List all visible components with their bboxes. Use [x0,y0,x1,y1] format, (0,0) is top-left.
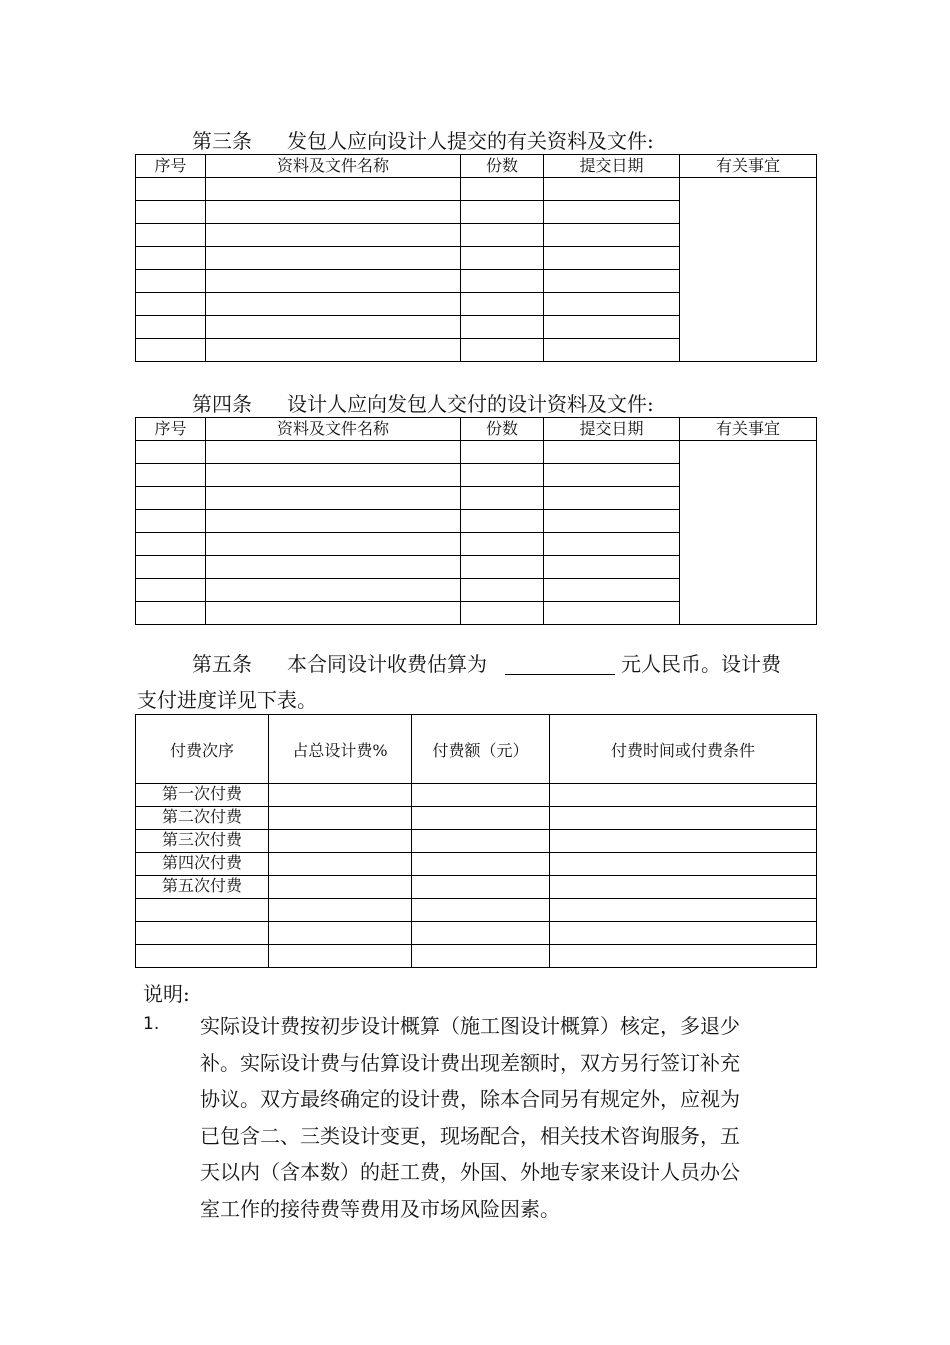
note-item-text [200,1008,775,1227]
remarks-cell [680,441,817,625]
payment-table [135,714,817,968]
header-amount: 付费额（元） [412,715,550,784]
article4-label: 第四条 [192,392,252,416]
header-percent: 占总设计费% [269,715,412,784]
payment-order-label: 第四次付费 [136,853,269,876]
note-line: 补。实际设计费与估算设计费出现差额时，双方另行签订补充 [200,1050,740,1075]
table-row [136,830,817,853]
table-row [136,899,817,922]
header-remarks: 有关事宜 [680,418,817,441]
header-doc-name: 资料及文件名称 [206,155,461,178]
note-line: 天以内（含本数）的赶工费，外国、外地专家来设计人员办公 [200,1160,740,1184]
article3-label: 第三条 [192,129,252,153]
header-remarks: 有关事宜 [680,155,817,178]
header-serial: 序号 [136,155,206,178]
article5-line2: 支付进度详见下表。 [137,688,317,712]
payment-order-label: 第五次付费 [136,876,269,899]
header-doc-name: 资料及文件名称 [206,418,461,441]
header-submit-date: 提交日期 [544,418,680,441]
table-row [136,945,817,968]
payment-order-label: 第一次付费 [136,784,269,807]
article4-heading [192,388,654,417]
article5-text-before: 本合同设计收费估算为 [287,652,487,676]
article5-text-after: 元人民币。设计费 [621,652,781,676]
header-payment-order: 付费次序 [136,715,269,784]
article3-text: 发包人应向设计人提交的有关资料及文件: [287,129,654,153]
header-payment-condition: 付费时间或付费条件 [550,715,817,784]
header-copies: 份数 [461,155,544,178]
payment-order-label: 第二次付费 [136,807,269,830]
payment-order-label: 第三次付费 [136,830,269,853]
notes-title: 说明: [143,982,190,1006]
article3-heading [192,125,654,154]
article5-line1 [192,646,781,682]
note-line: 室工作的接待费等费用及市场风险因素。 [200,1196,560,1221]
note-line: 协议。双方最终确定的设计费，除本合同另有规定外，应视为 [200,1087,740,1111]
note-line: 已包含二、三类设计变更，现场配合，相关技术咨询服务，五 [200,1123,740,1148]
table-row [136,922,817,945]
header-submit-date: 提交日期 [544,155,680,178]
article5-label: 第五条 [192,652,252,676]
table-row [136,178,817,201]
table-row [136,876,817,899]
table-row [136,853,817,876]
note-item-number: 1. [143,1014,160,1034]
article3-table [135,154,817,362]
table-row [136,441,817,464]
header-copies: 份数 [461,418,544,441]
table-row [136,807,817,830]
table-row [136,784,817,807]
fee-blank-line [505,652,615,675]
remarks-cell [680,178,817,362]
article4-table [135,417,817,625]
note-line: 实际设计费按初步设计概算（施工图设计概算）核定，多退少 [200,1014,740,1038]
header-serial: 序号 [136,418,206,441]
article4-text: 设计人应向发包人交付的设计资料及文件: [287,392,654,416]
